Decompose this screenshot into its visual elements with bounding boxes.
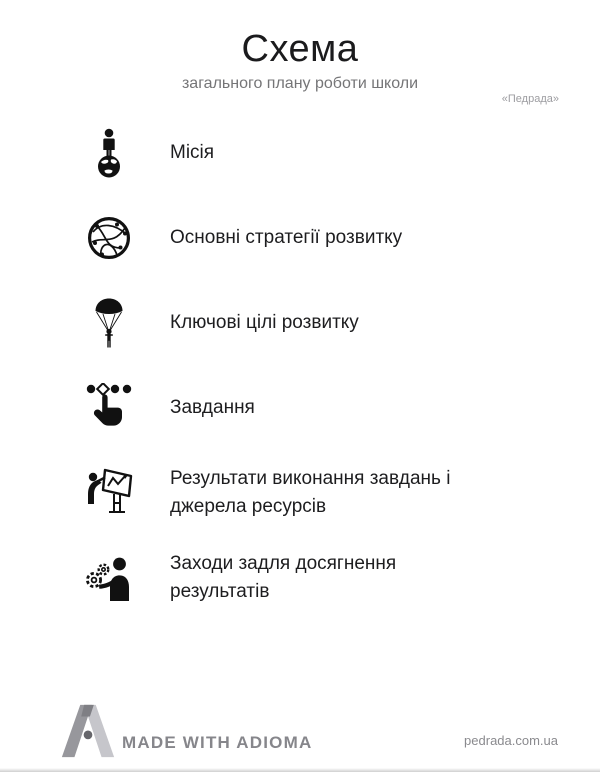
scheme-list	[0, 110, 600, 620]
list-item-label: Ключові цілі розвитку	[170, 311, 359, 333]
brand-label: «Педрада»	[501, 93, 559, 105]
person-gears-icon	[84, 555, 134, 601]
list-item-label: Результати виконання завдань і джерела ресурсів	[170, 467, 451, 517]
list-item-strategies	[0, 195, 600, 280]
page-title: Схема	[241, 28, 359, 70]
site-url-label: pedrada.com.ua	[464, 733, 558, 748]
man-on-globe-icon	[84, 128, 134, 178]
global-network-icon	[84, 216, 134, 260]
list-item-goals	[0, 280, 600, 365]
parachute-icon	[84, 297, 134, 349]
list-item-results	[0, 450, 600, 535]
list-item-label: Основні стратегії розвитку	[170, 226, 403, 248]
list-item-mission	[0, 110, 600, 195]
list-item-label: Заходи задля досягнення результатів	[170, 552, 397, 602]
page-bottom-shadow	[0, 768, 600, 772]
made-with-adioma-label: MADE WITH ADIOMA	[122, 733, 313, 752]
list-item-tasks	[0, 365, 600, 450]
presentation-chart-icon	[84, 464, 134, 522]
list-item-label: Завдання	[170, 396, 255, 418]
adioma-logo-icon	[58, 702, 118, 765]
hand-select-icon	[84, 383, 134, 433]
page-subtitle: загального плану роботи школи	[181, 75, 419, 92]
list-item-measures	[0, 535, 600, 620]
list-item-label: Місія	[170, 141, 215, 163]
